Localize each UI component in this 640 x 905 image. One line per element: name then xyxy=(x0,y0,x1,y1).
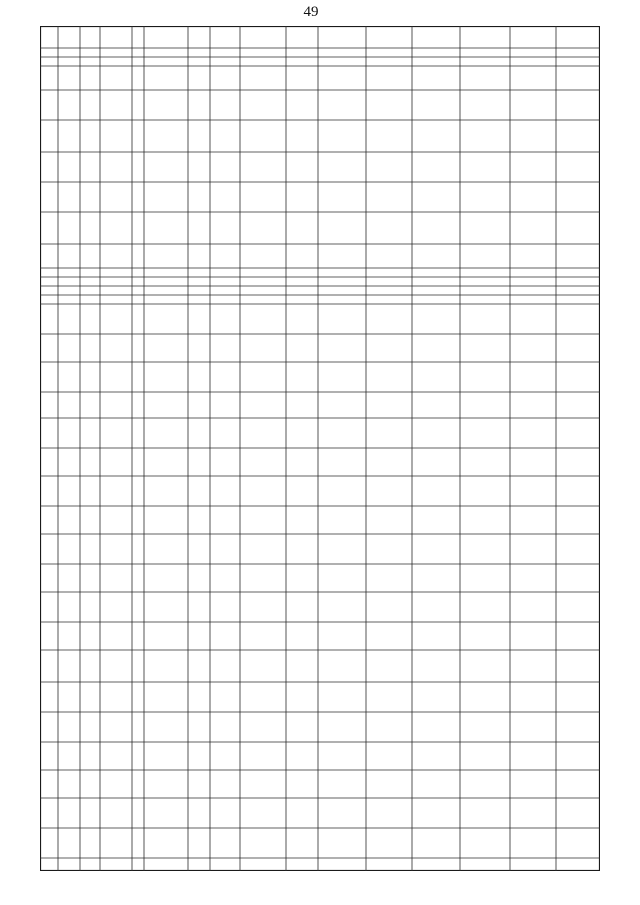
page-number: 49 xyxy=(303,4,319,20)
table-frame xyxy=(41,27,600,871)
table-grid xyxy=(40,26,600,871)
rotated-table xyxy=(40,26,600,871)
